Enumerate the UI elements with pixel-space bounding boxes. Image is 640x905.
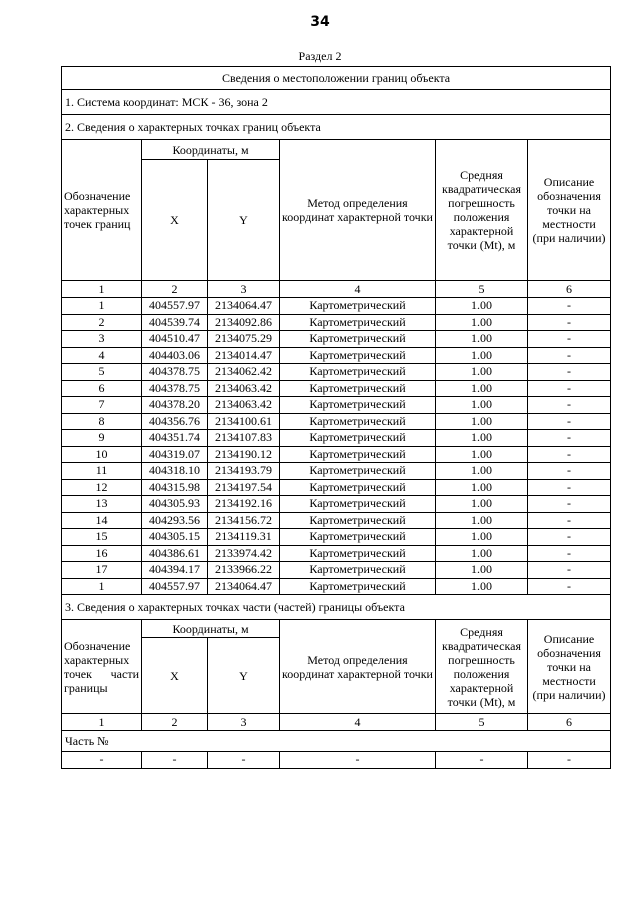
point-description: - xyxy=(528,298,611,315)
point-number: 1 xyxy=(62,578,142,595)
column-number: 2 xyxy=(142,281,208,298)
header3-error: Средняя квадратическая погрешность положения характерной точки (Mt), м xyxy=(436,620,528,714)
point-number: 6 xyxy=(62,380,142,397)
point-description: - xyxy=(528,446,611,463)
coord-system: 1. Система координат: МСК - 36, зона 2 xyxy=(62,90,611,115)
header3-x: X xyxy=(142,638,208,714)
column-number: 3 xyxy=(208,281,280,298)
point-method: Картометрический xyxy=(280,413,436,430)
point-x: 404378.75 xyxy=(142,364,208,381)
point-error: 1.00 xyxy=(436,496,528,513)
point-method: Картометрический xyxy=(280,578,436,595)
table-row xyxy=(62,512,611,529)
header-x: X xyxy=(142,160,208,281)
point-method: Картометрический xyxy=(280,298,436,315)
point-method: Картометрический xyxy=(280,562,436,579)
part-cell: - xyxy=(280,752,436,769)
table-row xyxy=(62,578,611,595)
point-number: 4 xyxy=(62,347,142,364)
point-number: 9 xyxy=(62,430,142,447)
point-y: 2134063.42 xyxy=(208,380,280,397)
point-y: 2134064.47 xyxy=(208,578,280,595)
point-number: 17 xyxy=(62,562,142,579)
point-x: 404378.20 xyxy=(142,397,208,414)
point-error: 1.00 xyxy=(436,298,528,315)
point-x: 404318.10 xyxy=(142,463,208,480)
point-y: 2134119.31 xyxy=(208,529,280,546)
point-error: 1.00 xyxy=(436,380,528,397)
header3-coordinates: Координаты, м xyxy=(142,620,280,638)
boundary-table xyxy=(61,66,611,769)
table-row xyxy=(62,331,611,348)
point-y: 2134156.72 xyxy=(208,512,280,529)
header3-point-designation: Обозначение характерных точек части границы xyxy=(62,620,142,714)
point-description: - xyxy=(528,413,611,430)
header-error: Средняя квадратическая погрешность положения характерной точки (Mt), м xyxy=(436,140,528,281)
point-x: 404305.15 xyxy=(142,529,208,546)
point-description: - xyxy=(528,314,611,331)
part-cell: - xyxy=(208,752,280,769)
column-number: 5 xyxy=(436,714,528,731)
point-description: - xyxy=(528,529,611,546)
point-error: 1.00 xyxy=(436,479,528,496)
point-error: 1.00 xyxy=(436,562,528,579)
point-x: 404351.74 xyxy=(142,430,208,447)
column-number: 6 xyxy=(528,714,611,731)
point-description: - xyxy=(528,463,611,480)
table-row xyxy=(62,298,611,315)
header3-description: Описание обозначения точки на местности (при наличии) xyxy=(528,620,611,714)
part-cell: - xyxy=(142,752,208,769)
point-x: 404305.93 xyxy=(142,496,208,513)
point-error: 1.00 xyxy=(436,397,528,414)
point-description: - xyxy=(528,512,611,529)
point-x: 404319.07 xyxy=(142,446,208,463)
part-row xyxy=(62,752,611,769)
section3-title: 3. Сведения о характерных точках части (частей) границы объекта xyxy=(62,595,611,620)
point-description: - xyxy=(528,347,611,364)
point-y: 2134075.29 xyxy=(208,331,280,348)
point-x: 404557.97 xyxy=(142,578,208,595)
table-row xyxy=(62,397,611,414)
point-number: 8 xyxy=(62,413,142,430)
point-number: 13 xyxy=(62,496,142,513)
point-number: 12 xyxy=(62,479,142,496)
point-number: 14 xyxy=(62,512,142,529)
point-y: 2134100.61 xyxy=(208,413,280,430)
point-method: Картометрический xyxy=(280,479,436,496)
table-row xyxy=(62,479,611,496)
point-number: 10 xyxy=(62,446,142,463)
table-row xyxy=(62,314,611,331)
column-numbers-row-3 xyxy=(62,714,611,731)
point-y: 2134107.83 xyxy=(208,430,280,447)
point-number: 3 xyxy=(62,331,142,348)
point-method: Картометрический xyxy=(280,463,436,480)
point-method: Картометрический xyxy=(280,430,436,447)
point-error: 1.00 xyxy=(436,446,528,463)
point-number: 5 xyxy=(62,364,142,381)
column-number: 5 xyxy=(436,281,528,298)
point-y: 2134062.42 xyxy=(208,364,280,381)
point-description: - xyxy=(528,397,611,414)
column-number: 2 xyxy=(142,714,208,731)
point-description: - xyxy=(528,364,611,381)
point-number: 11 xyxy=(62,463,142,480)
point-y: 2134192.16 xyxy=(208,496,280,513)
point-method: Картометрический xyxy=(280,545,436,562)
page-number: 34 xyxy=(310,14,330,30)
column-number: 6 xyxy=(528,281,611,298)
point-x: 404356.76 xyxy=(142,413,208,430)
header3-y: Y xyxy=(208,638,280,714)
point-number: 7 xyxy=(62,397,142,414)
table-row xyxy=(62,496,611,513)
point-x: 404403.06 xyxy=(142,347,208,364)
point-error: 1.00 xyxy=(436,314,528,331)
point-method: Картометрический xyxy=(280,331,436,348)
point-error: 1.00 xyxy=(436,331,528,348)
part-cell: - xyxy=(436,752,528,769)
table-title: Сведения о местоположении границ объекта xyxy=(62,67,611,90)
point-description: - xyxy=(528,545,611,562)
point-number: 15 xyxy=(62,529,142,546)
point-number: 1 xyxy=(62,298,142,315)
point-error: 1.00 xyxy=(436,512,528,529)
header-description: Описание обозначения точки на местности (при наличии) xyxy=(528,140,611,281)
header-y: Y xyxy=(208,160,280,281)
header-coordinates: Координаты, м xyxy=(142,140,280,160)
point-method: Картометрический xyxy=(280,380,436,397)
point-y: 2134063.42 xyxy=(208,397,280,414)
table-row xyxy=(62,430,611,447)
point-method: Картометрический xyxy=(280,347,436,364)
point-error: 1.00 xyxy=(436,347,528,364)
column-number: 1 xyxy=(62,714,142,731)
table-row xyxy=(62,347,611,364)
point-method: Картометрический xyxy=(280,446,436,463)
table-row xyxy=(62,545,611,562)
table-row xyxy=(62,529,611,546)
point-x: 404378.75 xyxy=(142,380,208,397)
table-row xyxy=(62,446,611,463)
point-error: 1.00 xyxy=(436,529,528,546)
table-row xyxy=(62,413,611,430)
point-x: 404315.98 xyxy=(142,479,208,496)
point-error: 1.00 xyxy=(436,364,528,381)
point-y: 2134014.47 xyxy=(208,347,280,364)
point-description: - xyxy=(528,562,611,579)
table-row xyxy=(62,463,611,480)
point-y: 2133974.42 xyxy=(208,545,280,562)
point-description: - xyxy=(528,479,611,496)
point-x: 404510.47 xyxy=(142,331,208,348)
point-method: Картометрический xyxy=(280,529,436,546)
column-number: 4 xyxy=(280,714,436,731)
point-x: 404539.74 xyxy=(142,314,208,331)
point-description: - xyxy=(528,578,611,595)
part-cell: - xyxy=(62,752,142,769)
point-description: - xyxy=(528,380,611,397)
point-error: 1.00 xyxy=(436,545,528,562)
point-y: 2134064.47 xyxy=(208,298,280,315)
table-row xyxy=(62,380,611,397)
point-x: 404557.97 xyxy=(142,298,208,315)
point-y: 2133966.22 xyxy=(208,562,280,579)
point-error: 1.00 xyxy=(436,413,528,430)
point-method: Картометрический xyxy=(280,496,436,513)
section2-title: 2. Сведения о характерных точках границ объекта xyxy=(62,115,611,140)
point-x: 404293.56 xyxy=(142,512,208,529)
point-y: 2134092.86 xyxy=(208,314,280,331)
section-label: Раздел 2 xyxy=(298,49,342,63)
point-error: 1.00 xyxy=(436,463,528,480)
point-method: Картометрический xyxy=(280,314,436,331)
column-numbers-row xyxy=(62,281,611,298)
point-error: 1.00 xyxy=(436,430,528,447)
header-point-designation: Обозначение характерных точек границ xyxy=(62,140,142,281)
table-row xyxy=(62,562,611,579)
point-number: 16 xyxy=(62,545,142,562)
column-number: 4 xyxy=(280,281,436,298)
point-description: - xyxy=(528,496,611,513)
point-y: 2134197.54 xyxy=(208,479,280,496)
point-x: 404394.17 xyxy=(142,562,208,579)
point-y: 2134193.79 xyxy=(208,463,280,480)
point-description: - xyxy=(528,430,611,447)
header3-method: Метод определения координат характерной точки xyxy=(280,620,436,714)
table-row xyxy=(62,364,611,381)
point-description: - xyxy=(528,331,611,348)
point-x: 404386.61 xyxy=(142,545,208,562)
column-number: 1 xyxy=(62,281,142,298)
header-method: Метод определения координат характерной точки xyxy=(280,140,436,281)
point-method: Картометрический xyxy=(280,512,436,529)
column-number: 3 xyxy=(208,714,280,731)
part-label: Часть № xyxy=(62,731,611,752)
point-method: Картометрический xyxy=(280,397,436,414)
point-error: 1.00 xyxy=(436,578,528,595)
point-number: 2 xyxy=(62,314,142,331)
point-y: 2134190.12 xyxy=(208,446,280,463)
point-method: Картометрический xyxy=(280,364,436,381)
part-cell: - xyxy=(528,752,611,769)
